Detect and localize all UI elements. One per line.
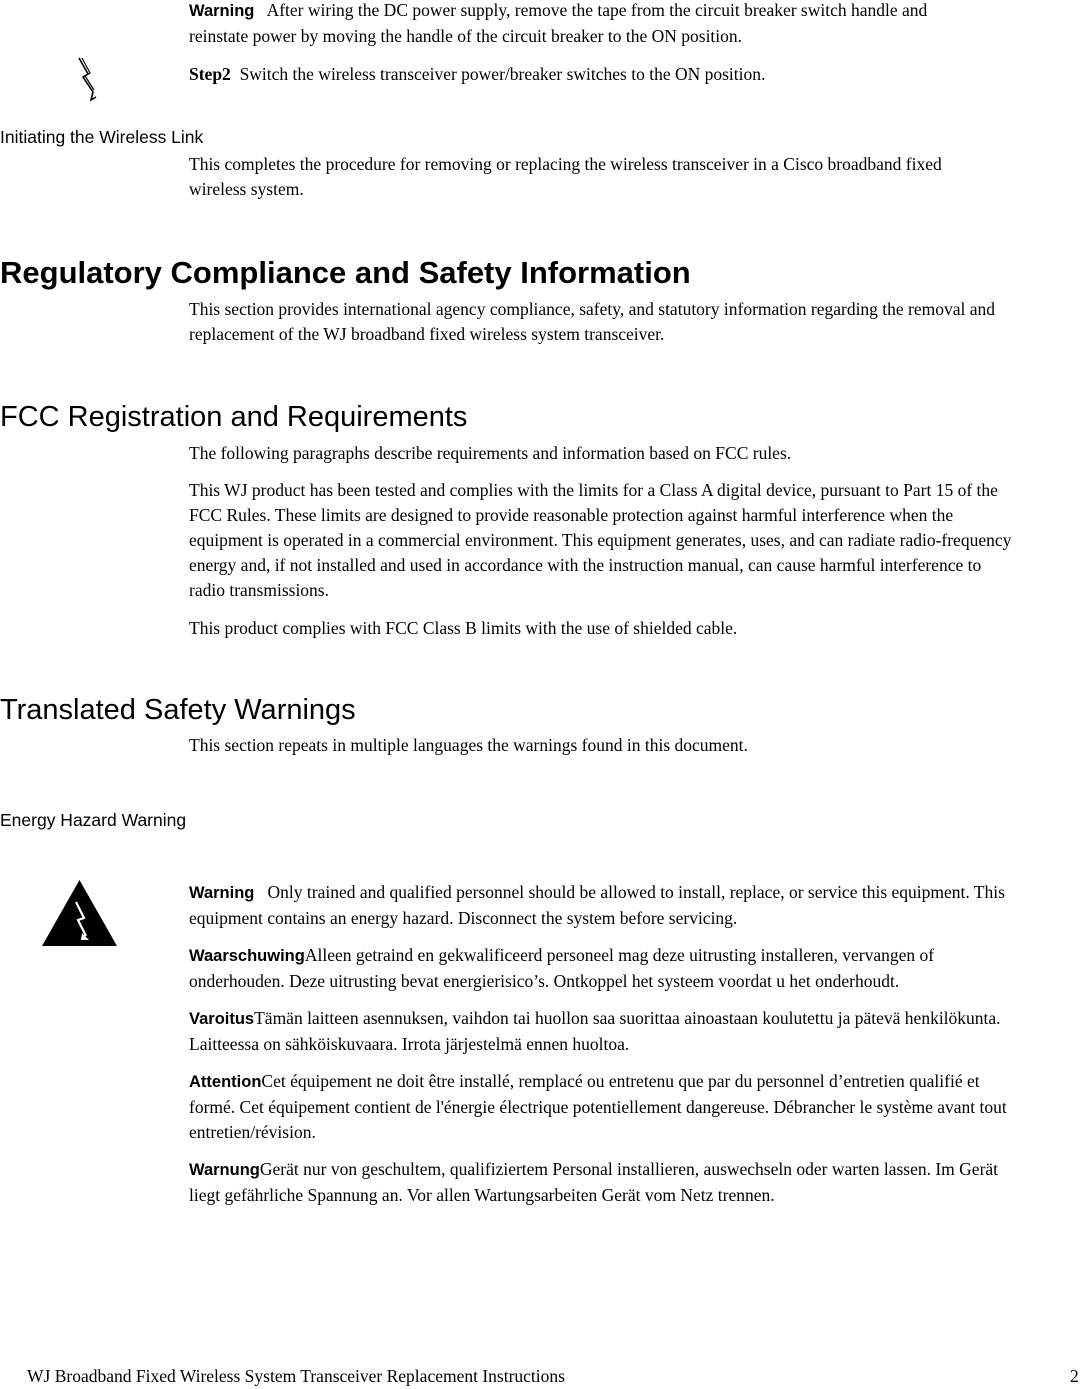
warning-text: After wiring the DC power supply, remove the tape from the circuit breaker switch handle and reinstate power by moving the handle of the circuit breaker to the ON position. — [189, 0, 928, 46]
warning-triangle-icon — [40, 878, 119, 948]
warning-item-text: Gerät nur von geschultem, qualifiziertem Personal installieren, auswechseln oder warten lassen. Im Gerät liegt gefährliche Spannung an. Vor allen Wartungsarbeiten Gerät vom Netz trennen. — [189, 1159, 999, 1205]
warning-item — [189, 1006, 1019, 1057]
warning-item-label: Attention — [189, 1073, 262, 1091]
section-heading-fcc: FCC Registration and Requirements — [0, 401, 468, 433]
section-heading-initiating: Initiating the Wireless Link — [0, 127, 204, 147]
section-heading-translated: Translated Safety Warnings — [0, 694, 356, 726]
warning-item — [189, 943, 1019, 994]
warning-item-text: Tämän laitteen asennuksen, vaihdon tai huollon saa suorittaa ainoastaan koulutettu ja pätevä henkilökunta. Laitteessa on sähköiskuvaara. Irrota järjestelmä ennen huoltoa. — [189, 1008, 1001, 1054]
initiating-text: This completes the procedure for removing or replacing the wireless transceiver in a Cisco broadband fixed wireless system. — [189, 154, 942, 199]
translated-text: This section repeats in multiple languages the warnings found in this document. — [189, 735, 748, 755]
warning-item-label: Warning — [189, 884, 255, 902]
section-heading-regulatory: Regulatory Compliance and Safety Information — [0, 255, 691, 290]
warning-item-text: Only trained and qualified personnel should be allowed to install, replace, or service this equipment. This equipment contains an energy hazard. Disconnect the system before servicing. — [189, 882, 1005, 928]
top-warning-block — [189, 0, 989, 49]
footer-title: WJ Broadband Fixed Wireless System Transceiver Replacement Instructions — [27, 1366, 565, 1386]
page-number: 2 — [1070, 1366, 1079, 1386]
warning-item — [189, 1157, 1019, 1208]
step-label: Step2 — [189, 64, 231, 84]
warning-item — [189, 1069, 1019, 1145]
warning-item-label: Warnung — [189, 1161, 260, 1179]
fcc-paragraph-3: This product complies with FCC Class B limits with the use of shielded cable. — [189, 618, 738, 638]
energy-warnings-list — [189, 880, 1019, 1208]
regulatory-text: This section provides international agency compliance, safety, and statutory information regarding the removal and replacement of the WJ broadband fixed wireless system transceiver. — [189, 299, 996, 344]
step2-block — [189, 62, 1019, 87]
warning-item — [189, 880, 1019, 931]
fcc-paragraph-2: This WJ product has been tested and complies with the limits for a Class A digital device, pursuant to Part 15 of the FCC Rules. These limits are designed to provide reasonable protection against harmful interference when the equipment is operated in a commercial environment. This equipment generates, uses, and can radiate radio-frequency energy and, if not installed and used in accordance with the instruction manual, can cause harmful interference to radio transmissions. — [189, 480, 1012, 600]
fcc-paragraph-1: The following paragraphs describe requirements and information based on FCC rules. — [189, 443, 792, 463]
lightning-bolt-icon — [76, 56, 98, 102]
warning-item-text: Alleen getraind en gekwalificeerd personeel mag deze uitrusting installeren, vervangen of onderhouden. Deze uitrusting bevat energierisico’s. Ontkoppel het systeem voordat u het onderhoudt. — [189, 945, 935, 991]
step-text: Switch the wireless transceiver power/breaker switches to the ON position. — [239, 64, 766, 84]
warning-item-label: Waarschuwing — [189, 947, 305, 965]
warning-item-label: Varoitus — [189, 1010, 255, 1028]
warning-label: Warning — [189, 2, 255, 20]
warning-item-text: Cet équipement ne doit être installé, remplacé ou entretenu que par du personnel d’entretien qualifié et formé. Cet équipement contient de l'énergie électrique potentiellement dangereuse. Débrancher le système avant tout entretien/révision. — [189, 1071, 1007, 1142]
section-heading-energy: Energy Hazard Warning — [0, 810, 187, 830]
